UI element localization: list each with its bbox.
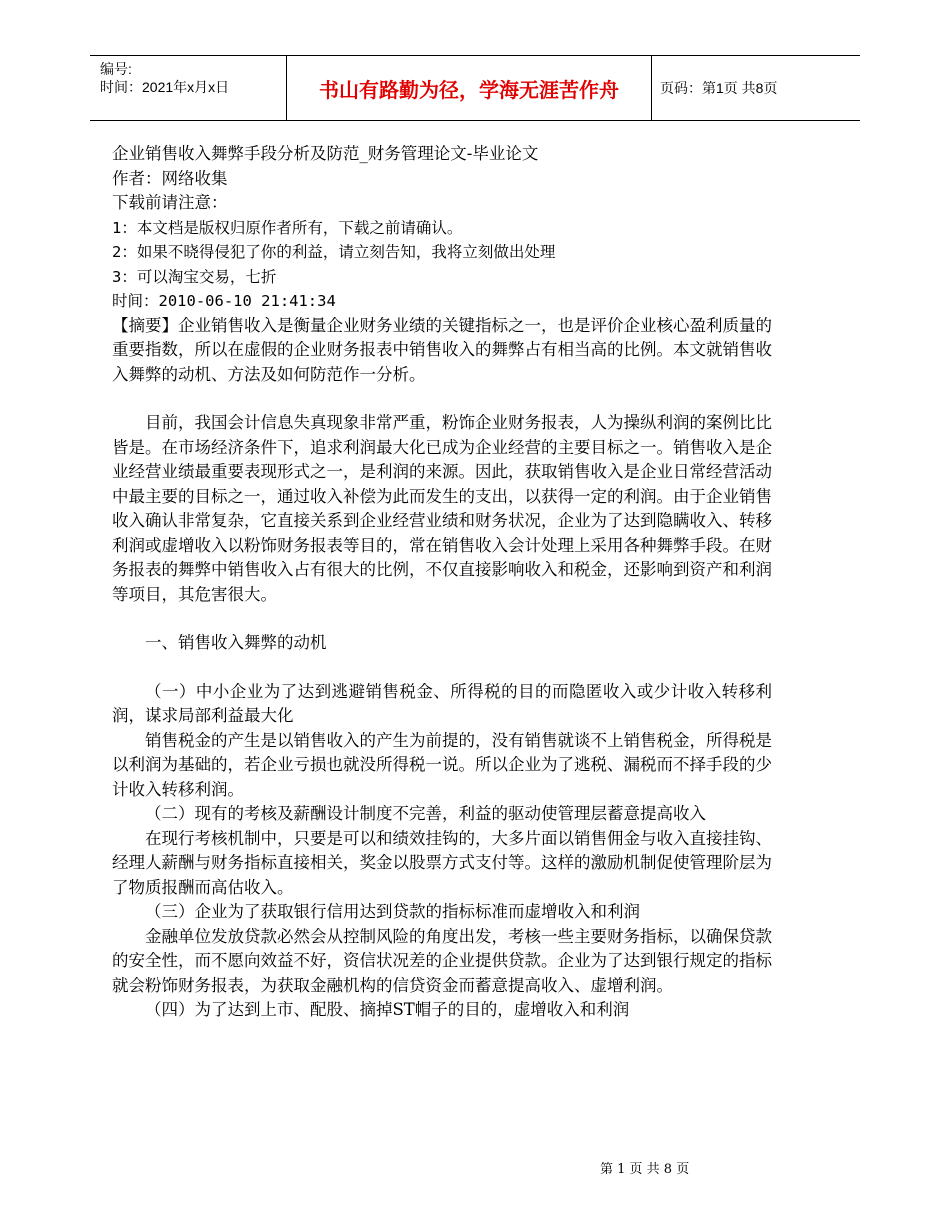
- subsection-heading: （二）现有的考核及薪酬设计制度不完善，利益的驱动使管理层蓄意提高收入: [145, 804, 706, 823]
- notice-heading: 下载前请注意：: [112, 193, 228, 212]
- doc-time: 时间：2010-06-10 21:41:34: [112, 292, 336, 310]
- subsection-heading: （三）企业为了获取银行信用达到贷款的指标标准而虚增收入和利润: [145, 902, 640, 921]
- header-motto: 书山有路勤为径，学海无涯苦作舟: [286, 56, 652, 120]
- document-body: [112, 142, 772, 1023]
- subsection-heading: （四）为了达到上市、配股、摘掉ST帽子的目的，虚增收入和利润: [145, 1000, 630, 1019]
- header-number-label: 编号:: [100, 61, 132, 77]
- subsection-heading: （一）中小企业为了达到逃避销售税金、所得税的目的而隐匿收入或少计收入转移利润，谋求局部利益最大化: [112, 681, 772, 725]
- body-paragraph: 销售税金的产生是以销售收入的产生为前提的，没有销售就谈不上销售税金，所得税是以利润为基础的，若企业亏损也就没所得税一说。所以企业为了逃税、漏税而不择手段的少计收入转移利润。: [112, 730, 772, 799]
- header-time-label: 时间：2021年x月x日: [100, 79, 230, 95]
- doc-author: 作者：网络收集: [112, 168, 228, 188]
- intro-paragraph: 目前，我国会计信息失真现象非常严重，粉饰企业财务报表，人为操纵利润的案例比比皆是。在市场经济条件下，追求利润最大化已成为企业经营的主要目标之一。销售收入是企业经营业绩最重要表现形式之一，是利润的来源。因此，获取销售收入是企业日常经营活动中最主要的目标之一，通过收入补偿为此而发生的支出，以获得一定的利润。由于企业销售收入确认非常复杂，它直接关系到企业经营业绩和财务状况，企业为了达到隐瞒收入、转移利润或虚增收入以粉饰财务报表等目的，常在销售收入会计处理上采用各种舞弊手段。在财务报表的舞弊中销售收入占有很大的比例，不仅直接影响收入和税金，还影响到资产和利润等项目，其危害很大。: [112, 413, 772, 604]
- body-paragraph: 在现行考核机制中，只要是可以和绩效挂钩的，大多片面以销售佣金与收入直接挂钩、经理人薪酬与财务指标直接相关，奖金以股票方式支付等。这样的激励机制促使管理阶层为了物质报酬而高估收入。: [112, 828, 772, 897]
- doc-title: 企业销售收入舞弊手段分析及防范_财务管理论文-毕业论文: [112, 144, 539, 163]
- page-footer: 第 1 页 共 8 页: [600, 1162, 690, 1177]
- body-paragraph: 金融单位发放贷款必然会从控制风险的角度出发，考核一些主要财务指标，以确保贷款的安全性，而不愿向效益不好，资信状况差的企业提供贷款。企业为了达到银行规定的指标就会粉饰财务报表，为获取金融机构的信贷资金而蓄意提高收入、虚增利润。: [112, 926, 772, 995]
- notice-item: 1：本文档是版权归原作者所有，下载之前请确认。: [112, 218, 463, 237]
- page-header: [90, 55, 860, 121]
- header-page-info: 页码：第1页 共8页: [660, 80, 778, 96]
- header-meta: [90, 56, 286, 120]
- notice-item: 2：如果不晓得侵犯了你的利益，请立刻告知，我将立刻做出处理: [112, 243, 556, 261]
- notice-item: 3：可以淘宝交易，七折: [112, 267, 277, 286]
- abstract: 【摘要】企业销售收入是衡量企业财务业绩的关键指标之一，也是评价企业核心盈利质量的重要指数，所以在虚假的企业财务报表中销售收入的舞弊占有相当高的比例。本文就销售收入舞弊的动机、方法及如何防范作一分析。: [112, 315, 772, 384]
- section-heading: 一、销售收入舞弊的动机: [145, 633, 327, 652]
